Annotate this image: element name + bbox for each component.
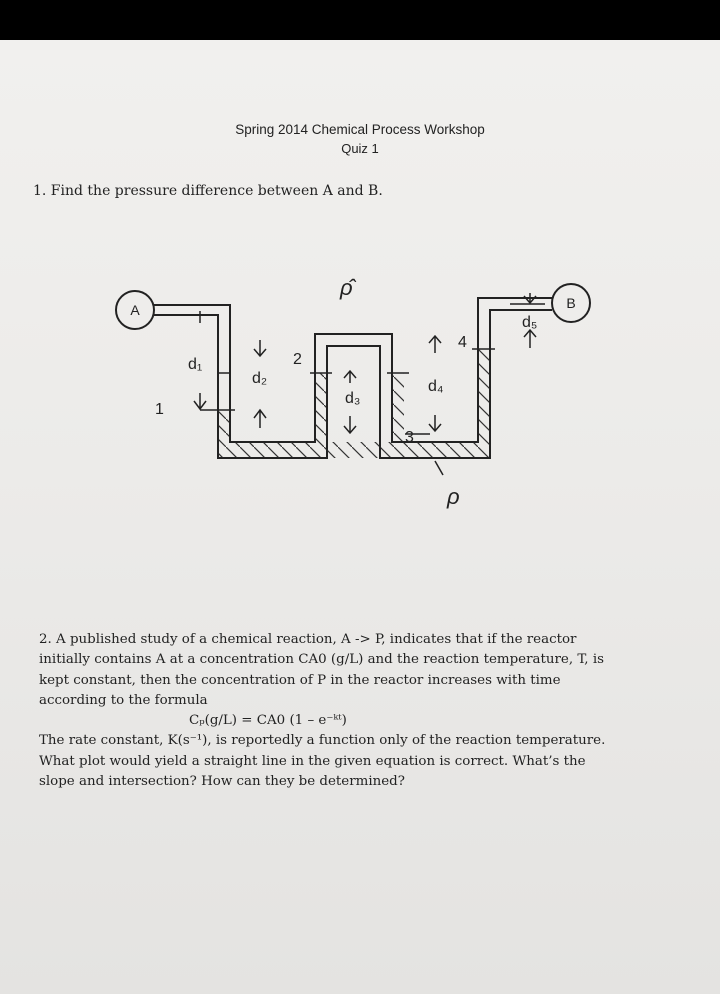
- label-level-2: 2: [293, 351, 302, 368]
- question-2: [39, 630, 679, 792]
- vessel-a-label: A: [130, 302, 140, 318]
- vessel-a: [116, 291, 154, 329]
- quiz-title: Spring 2014 Chemical Process Workshop: [235, 122, 485, 137]
- fluid-levels: [200, 304, 545, 434]
- question-2-line: initially contains A at a concentration CA0 (g/L) and the reaction temperature, T, is: [39, 652, 604, 668]
- label-d1: d₁: [188, 356, 203, 373]
- quiz-subtitle: Quiz 1: [341, 141, 379, 156]
- label-level-3: 3: [405, 429, 414, 446]
- label-rho: ρ: [447, 484, 460, 509]
- label-d3: d₃: [345, 390, 361, 407]
- question-2-line: The rate constant, K(s⁻¹), is reportedly a function only of the reaction temperature.: [39, 733, 606, 749]
- label-rho-hat: ρ̂: [340, 275, 353, 300]
- question-1: 1. Find the pressure difference between A and B.: [33, 183, 383, 199]
- vessel-b-label: B: [566, 295, 576, 311]
- label-d5: d₅: [522, 314, 538, 331]
- question-2-line: kept constant, then the concentration of P in the reactor increases with time: [39, 672, 561, 688]
- manometer-tube: [154, 298, 552, 458]
- question-2-line: slope and intersection? How can they be determined?: [39, 774, 405, 790]
- question-2-formula: Cₚ(g/L) = CA0 (1 – e⁻ᵏᵗ): [189, 713, 347, 729]
- question-2-line: What plot would yield a straight line in the given equation is correct. What’s the: [39, 753, 586, 769]
- label-level-1: 1: [155, 401, 164, 418]
- vessel-b: [552, 284, 590, 322]
- quiz-paper: [0, 40, 720, 994]
- label-d2: d₂: [252, 370, 268, 387]
- question-2-line: 2. A published study of a chemical reaction, A -> P, indicates that if the reactor: [39, 632, 577, 647]
- label-d4: d₄: [428, 378, 444, 395]
- manometer-diagram: [100, 223, 620, 523]
- question-2-line: according to the formula: [39, 692, 208, 708]
- label-level-4: 4: [458, 334, 467, 351]
